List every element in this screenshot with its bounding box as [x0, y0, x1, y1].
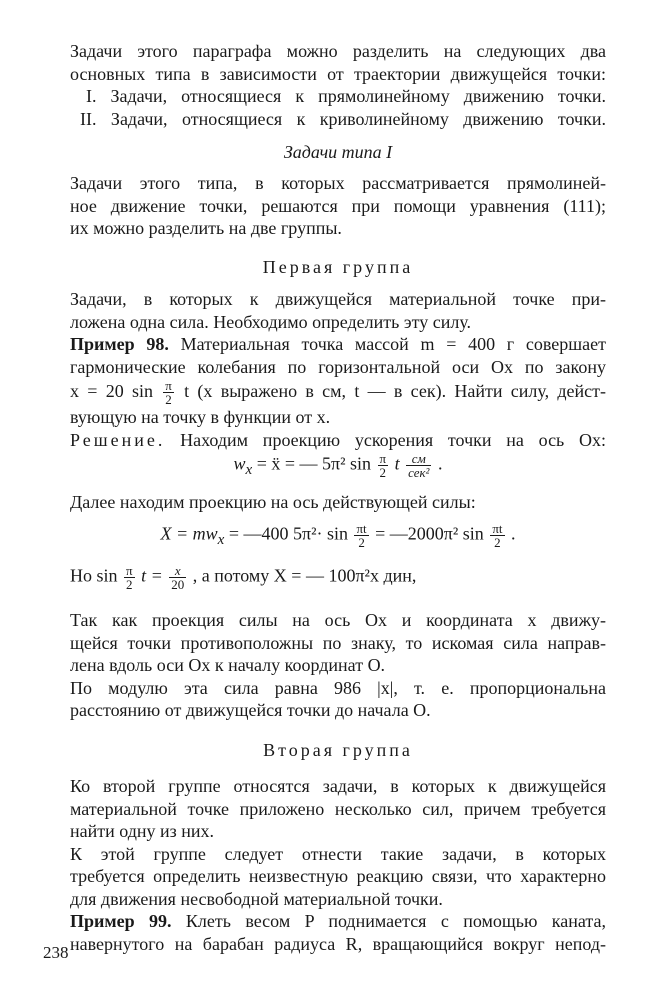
solution-label: Решение. — [70, 429, 166, 450]
fraction-den: 2 — [494, 535, 501, 550]
projection-section — [70, 609, 606, 722]
proj-line-1: Так как проекция силы на ось Ox и координата x движу- — [70, 610, 606, 630]
fraction — [163, 379, 174, 406]
type1-line-3: их можно разделить на две группы. — [70, 218, 342, 238]
type1-section — [70, 172, 606, 240]
proj-line-2: щейся точки противоположны по знаку, то искомая сила направ- — [70, 632, 606, 653]
fraction — [490, 522, 504, 549]
group2-line-3: найти одну из них. — [70, 821, 215, 841]
page-number: 238 — [43, 943, 69, 962]
fraction-den: 2 — [379, 465, 387, 480]
intro-section — [70, 40, 606, 130]
group2-line-5: требуется определить неизвестную реакцию связи, что характерно — [70, 866, 606, 886]
example-98-line-2: гармонические колебания по горизонтальной оси Ox по закону — [70, 356, 606, 377]
f3-c: , а потому X = — 100π²x дин, — [188, 565, 417, 586]
example-99-line-2: навернутого на барабан радиуса R, вращающийся вокруг непод- — [70, 933, 606, 954]
group1-section — [70, 288, 606, 451]
group2-section — [70, 775, 606, 955]
f1-b: = ẍ = — 5π² sin — [252, 453, 376, 474]
f2-sub: x — [217, 532, 225, 549]
fraction — [124, 564, 135, 591]
f2-end: . — [506, 523, 516, 544]
formula-1-line — [70, 452, 606, 482]
fraction-num: π — [126, 563, 133, 578]
example-99-line-1-text: Клеть весом P поднимается с помощью каната, — [171, 911, 606, 931]
group2-line-2: материальной точке приложено несколько сил, причем требуется — [70, 798, 606, 819]
f1-sub: x — [245, 462, 253, 479]
f2-a: X = mw — [160, 523, 218, 544]
f2-c: = —2000π² sin — [370, 523, 489, 544]
group1-heading-wrap — [70, 256, 606, 279]
formula-3 — [70, 564, 606, 591]
f1-end: . — [433, 453, 443, 474]
f1-a: w — [233, 453, 246, 474]
fraction — [169, 564, 186, 591]
type1-line-2: ное движение точки, решаются при помощи уравнения (111); — [70, 195, 606, 216]
intro-item-2: II. Задачи, относящиеся к криволинейному движению точки. — [80, 108, 606, 129]
fraction-num: πt — [492, 521, 503, 536]
intro-item-1: I. Задачи, относящиеся к прямолинейному движению точки. — [86, 86, 606, 106]
fraction-den: 2 — [126, 577, 133, 592]
f3-a: Но sin — [70, 565, 123, 586]
group2-line-4: К этой группе следует отнести такие задачи, в которых — [70, 843, 606, 864]
example-99-line-1 — [70, 910, 606, 933]
group1-line-1: Задачи, в которых к движущейся материальной точке при- — [70, 289, 606, 309]
example-98-line-1 — [70, 333, 606, 356]
type1-heading: Задачи типа I — [283, 142, 393, 162]
group1-heading: Первая группа — [262, 257, 414, 277]
type1-heading-wrap — [70, 141, 606, 164]
fraction — [406, 452, 431, 479]
f2-b: = —400 5π²· sin — [224, 523, 353, 544]
mod-line-2: расстоянию от движущейся точки до начала O. — [70, 700, 431, 720]
fraction — [378, 452, 389, 479]
proj-line-3: лена вдоль оси Ox к началу координат O. — [70, 655, 386, 675]
formula-2-line — [70, 522, 606, 552]
formula-3-line — [70, 564, 606, 591]
example-98-line-1-text: Материальная точка массой m = 400 г совершает — [168, 334, 606, 354]
fraction-den: 20 — [171, 577, 185, 592]
mod-line-1: По модулю эта сила равна 986 |x|, т. е. пропорциональна — [70, 677, 606, 698]
group1-line-2: ложена одна сила. Необходимо определить эту силу. — [70, 311, 472, 332]
fraction-num: см — [406, 452, 431, 466]
example-98-eq-b: t (x выражено в см, t — в сек). Найти силу, дейст- — [175, 381, 606, 401]
group2-heading: Вторая группа — [263, 740, 413, 760]
f1-c: t — [390, 453, 405, 474]
example-98-line-3 — [70, 378, 606, 406]
fraction-num: π — [379, 451, 387, 466]
fraction-den: сек² — [408, 465, 430, 480]
f3-b: t = — [136, 565, 168, 586]
example-98-line-4: вующую на точку в функции от x. — [70, 407, 331, 428]
fraction-num: π — [165, 378, 172, 394]
example-99-label: Пример 99. — [70, 911, 172, 931]
fraction — [354, 522, 368, 549]
group2-line-1: Ко второй группе относятся задачи, в которых к движущейся — [70, 776, 606, 796]
fraction-den: 2 — [165, 392, 172, 408]
intro-line-2: основных типа в зависимости от траектории движущейся точки: — [70, 63, 606, 84]
type1-line-1: Задачи этого типа, в которых рассматривается прямолиней- — [70, 173, 606, 193]
solution-text: Находим проекцию ускорения точки на ось Ox: — [165, 429, 606, 450]
force-intro-wrap — [70, 491, 606, 514]
formula-2 — [70, 522, 606, 552]
fraction-num: πt — [356, 521, 367, 536]
example-98-eq-a: x = 20 sin — [70, 381, 162, 401]
group2-line-6: для движения несвободной материальной точки. — [70, 888, 443, 909]
group2-heading-wrap — [70, 739, 606, 762]
fraction-den: 2 — [358, 535, 365, 550]
fraction-num: x — [169, 564, 186, 578]
example-98-label: Пример 98. — [70, 334, 169, 354]
solution-line — [70, 429, 606, 452]
formula-1 — [70, 452, 606, 482]
force-intro: Далее находим проекцию на ось действующей силы: — [70, 492, 476, 512]
intro-line-1: Задачи этого параграфа можно разделить на следующих два — [70, 41, 606, 61]
